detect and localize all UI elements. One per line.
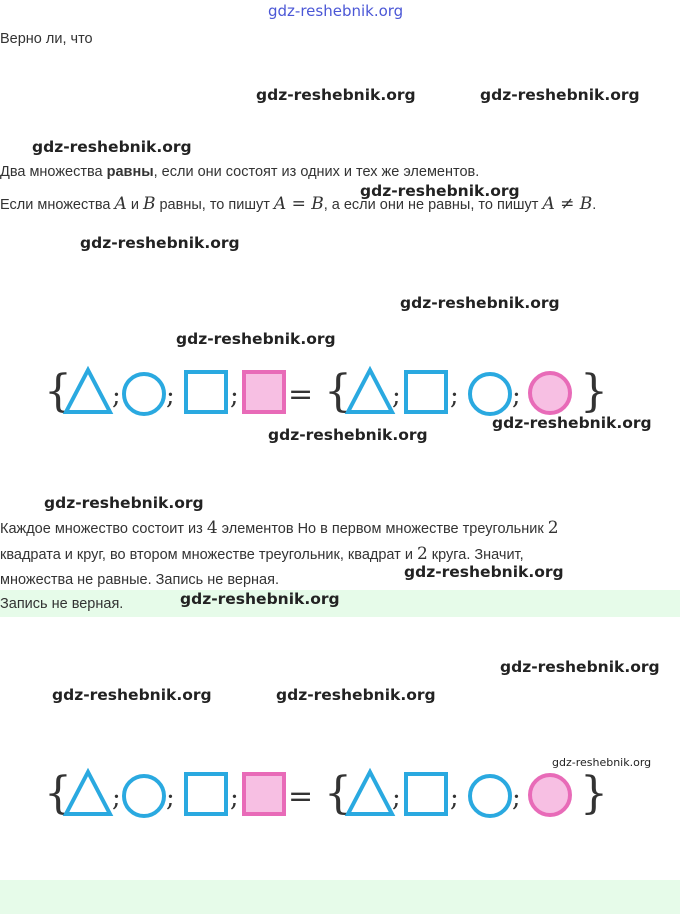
watermark: gdz-reshebnik.org — [176, 330, 336, 348]
circle-icon — [124, 776, 164, 816]
equals-sign: = — [288, 377, 314, 412]
triangle-icon — [66, 370, 110, 412]
watermark: gdz-reshebnik.org — [180, 590, 340, 608]
left-brace: { — [44, 366, 72, 417]
left-brace: { — [44, 768, 72, 819]
separator: ; — [450, 381, 459, 411]
separator: ; — [392, 783, 401, 813]
circle-icon — [470, 776, 510, 816]
count-two: 2 — [416, 544, 428, 564]
inequality-expression: A ≠ B — [542, 194, 593, 214]
count-four: 4 — [206, 518, 218, 538]
separator: ; — [166, 381, 175, 411]
equals-sign: = — [288, 779, 314, 814]
watermark: gdz-reshebnik.org — [500, 658, 660, 676]
right-set-open-brace: { — [324, 768, 352, 819]
watermark: gdz-reshebnik.org — [276, 686, 436, 704]
circle-icon — [470, 374, 510, 414]
triangle-icon — [66, 772, 110, 814]
watermark: gdz-reshebnik.org — [52, 686, 212, 704]
square-icon — [406, 774, 446, 814]
square-icon — [186, 774, 226, 814]
watermark: gdz-reshebnik.org — [44, 494, 204, 512]
triangle-icon — [348, 370, 392, 412]
pink-square-icon — [244, 372, 284, 412]
set-b-symbol: B — [142, 194, 156, 214]
separator: ; — [230, 381, 239, 411]
separator: ; — [450, 783, 459, 813]
definition-line-2: Если множества A и B равны, то пишут A = B, а если они не равны, то пишут A ≠ B. — [0, 194, 597, 214]
separator: ; — [512, 381, 521, 411]
separator: ; — [230, 783, 239, 813]
triangle-icon — [348, 772, 392, 814]
pink-circle-icon — [530, 373, 570, 413]
separator: ; — [112, 381, 121, 411]
watermark: gdz-reshebnik.org — [80, 234, 240, 252]
set-equation-2 — [44, 766, 608, 822]
watermark-top: gdz-reshebnik.org — [268, 2, 404, 20]
separator: ; — [512, 783, 521, 813]
watermark: gdz-reshebnik.org — [256, 86, 416, 104]
pink-square-icon — [244, 774, 284, 814]
watermark: gdz-reshebnik.org — [360, 182, 520, 200]
definition-bold-term: равны — [106, 164, 154, 180]
watermark: gdz-reshebnik.org — [268, 426, 428, 444]
watermark: gdz-reshebnik.org — [404, 563, 564, 581]
answer-text: Запись не верная. — [0, 596, 124, 612]
right-brace: } — [580, 366, 608, 417]
watermark: gdz-reshebnik.org — [492, 414, 652, 432]
watermark: gdz-reshebnik.org — [32, 138, 192, 156]
right-set-open-brace: { — [324, 366, 352, 417]
separator: ; — [112, 783, 121, 813]
right-brace: } — [580, 768, 608, 819]
watermark: gdz-reshebnik.org — [480, 86, 640, 104]
answer-band-bottom — [0, 880, 680, 914]
separator: ; — [166, 783, 175, 813]
solution-line-1: Каждое множество состоит из 4 элементов Но в первом множестве треугольник 2 — [0, 518, 559, 538]
definition-line-1: Два множества равны, если они состоят из одних и тех же элементов. — [0, 164, 480, 180]
separator: ; — [392, 381, 401, 411]
equality-expression: A = B — [273, 194, 324, 214]
set-a-symbol: A — [114, 194, 127, 214]
set-equation-1 — [44, 364, 608, 420]
solution-line-3: множества не равные. Запись не верная. — [0, 572, 279, 588]
square-icon — [186, 372, 226, 412]
solution-line-2: квадрата и круг, во втором множестве треугольник, квадрат и 2 круга. Значит, — [0, 544, 524, 564]
pink-circle-icon — [530, 775, 570, 815]
watermark-small: gdz-reshebnik.org — [552, 756, 652, 769]
question-text: Верно ли, что — [0, 31, 93, 47]
circle-icon — [124, 374, 164, 414]
square-icon — [406, 372, 446, 412]
count-two: 2 — [547, 518, 559, 538]
watermark: gdz-reshebnik.org — [400, 294, 560, 312]
